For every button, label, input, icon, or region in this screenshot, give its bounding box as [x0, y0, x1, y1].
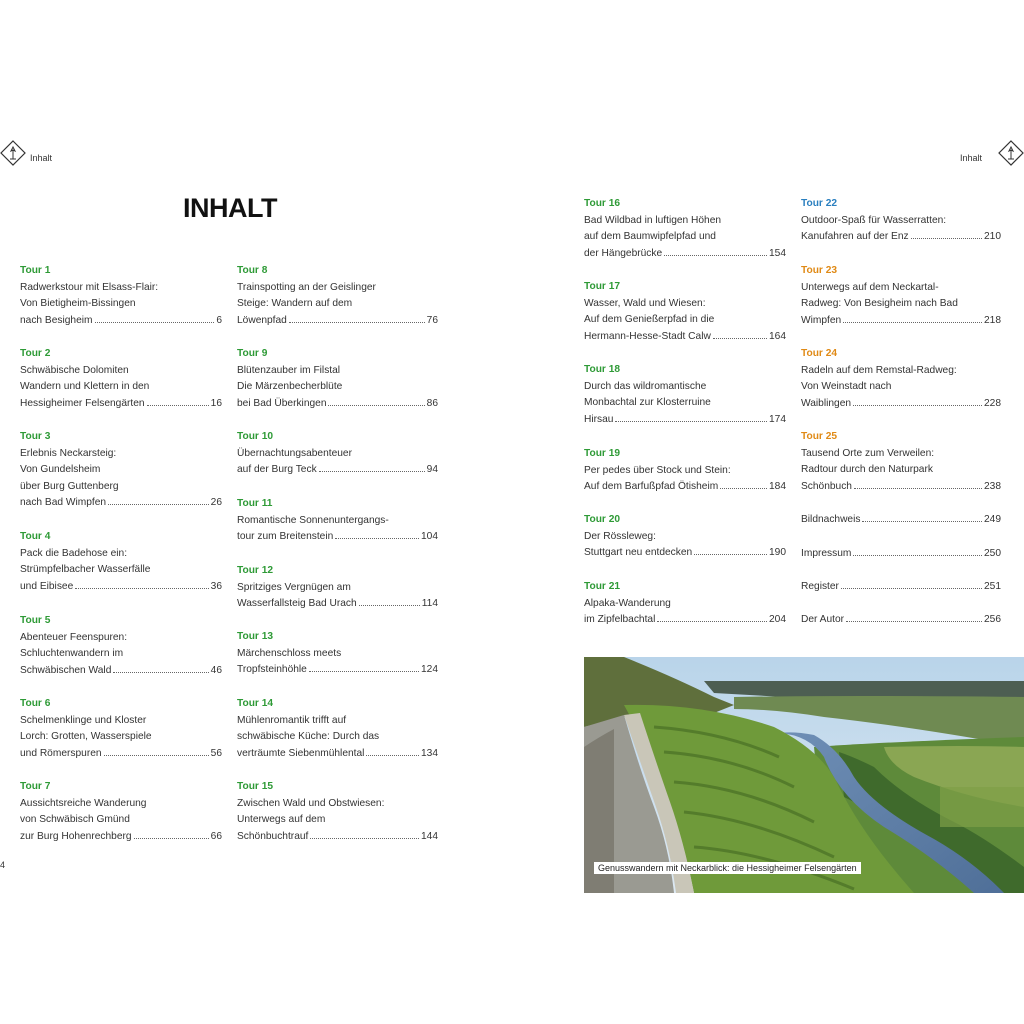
tour-title-line: Schelmenklinge und Kloster	[20, 714, 147, 726]
tour-title-line: Hermann-Hesse-Stadt Calw	[584, 330, 711, 342]
toc-entry[interactable]	[801, 346, 1001, 412]
tour-title-line: Übernachtungsabenteuer	[237, 447, 352, 459]
dot-leader	[854, 488, 982, 489]
toc-entry[interactable]	[801, 429, 1001, 495]
tour-title-line: Der Rössleweg:	[584, 530, 656, 542]
page-ref: 86	[426, 397, 438, 409]
tour-title-line: Bad Wildbad in luftigen Höhen	[584, 214, 722, 226]
page-ref: 256	[984, 614, 1001, 625]
tour-title-line: Radeln auf dem Remstal-Radweg:	[801, 364, 957, 376]
tour-title-line: schwäbische Küche: Durch das	[237, 731, 380, 743]
tour-title-line: Der Autor	[801, 614, 845, 625]
tour-title-line: Alpaka-Wanderung	[584, 597, 671, 609]
toc-entry[interactable]	[20, 263, 222, 329]
tour-title-line: Monbachtal zur Klosterruine	[584, 397, 711, 409]
tour-title-last-line	[20, 663, 222, 680]
tour-title-line: auf dem Baumwipfelpfad und	[584, 231, 716, 243]
toc-entry[interactable]	[20, 779, 222, 845]
tour-label: Tour 11	[237, 498, 273, 509]
tour-title-line: Unterwegs auf dem	[237, 814, 326, 826]
tour-title-line: Auf dem Genießerpfad in die	[584, 314, 715, 326]
tour-label: Tour 12	[237, 565, 274, 576]
running-header-right: Inhalt	[960, 153, 983, 163]
page-ref: 249	[984, 514, 1001, 525]
toc-entry[interactable]	[237, 429, 438, 479]
dot-leader	[720, 488, 767, 489]
dot-leader	[289, 322, 425, 323]
tour-label: Tour 2	[20, 348, 51, 359]
page-ref: 26	[210, 497, 222, 509]
toc-entry[interactable]	[801, 579, 1001, 596]
dot-leader	[657, 621, 767, 622]
tour-title-line: Spritziges Vergnügen am	[237, 581, 351, 593]
tour-title-last-line	[237, 313, 438, 330]
toc-entry[interactable]	[584, 279, 786, 345]
tour-title-line: nach Bad Wimpfen	[20, 497, 107, 509]
dot-leader	[846, 621, 982, 622]
page-ref: 56	[210, 747, 222, 759]
dot-leader	[104, 755, 209, 756]
tour-title-line: Unterwegs auf dem Neckartal-	[801, 281, 939, 293]
tour-title-line: Register	[801, 581, 839, 592]
page-ref: 238	[984, 480, 1001, 492]
tour-title-last-line	[801, 479, 1001, 496]
dot-leader	[862, 521, 982, 522]
toc-entry[interactable]	[584, 446, 786, 496]
tour-title-line: Romantische Sonnenuntergangs-	[237, 514, 389, 526]
tour-title-line: Impressum	[801, 548, 852, 559]
dot-leader	[911, 238, 982, 239]
tour-title-line: Lorch: Grotten, Wasserspiele	[20, 731, 152, 743]
dot-leader	[853, 405, 982, 406]
tour-title-line: Waiblingen	[801, 397, 852, 409]
tour-title-line: bei Bad Überkingen	[237, 397, 327, 409]
tour-title-line: Tausend Orte zum Verweilen:	[801, 447, 935, 459]
page-ref: 204	[769, 614, 786, 626]
toc-entry[interactable]	[237, 629, 438, 679]
tour-title-last-line	[801, 512, 1001, 529]
dot-leader	[75, 588, 208, 589]
tour-label: Tour 18	[584, 364, 621, 375]
tour-title-last-line	[20, 829, 222, 846]
tour-title-last-line	[20, 579, 222, 596]
page-ref: 94	[426, 464, 438, 476]
landscape-illustration	[584, 657, 1024, 893]
toc-entry[interactable]	[237, 696, 438, 762]
tour-title-line: Erlebnis Neckarsteig:	[20, 447, 117, 459]
toc-entry[interactable]	[20, 346, 222, 412]
running-header-left: Inhalt	[30, 153, 53, 163]
tour-title-line: Schönbuch	[801, 480, 852, 492]
tour-title-line: Steige: Wandern auf dem	[237, 298, 353, 310]
tour-title-line: nach Besigheim	[20, 314, 93, 326]
tour-title-line: Tropfsteinhöhle	[237, 664, 307, 676]
tour-title-last-line	[584, 412, 786, 429]
page-ref: 164	[769, 330, 786, 342]
page-ref: 114	[421, 598, 438, 610]
tour-title-line: über Burg Guttenberg	[20, 480, 119, 492]
dot-leader	[134, 838, 209, 839]
page-ref: 76	[426, 314, 438, 326]
tour-title-last-line	[801, 612, 1001, 629]
dot-leader	[310, 838, 419, 839]
tour-title-line: Radwerkstour mit Elsass-Flair:	[20, 281, 159, 293]
toc-entry[interactable]	[801, 546, 1001, 563]
dot-leader	[843, 322, 982, 323]
vineyard-river-photo	[584, 657, 1024, 893]
tour-title-line: Wandern und Klettern in den	[20, 381, 150, 393]
tour-title-line: verträumte Siebenmühlental	[237, 747, 365, 759]
page-ref: 250	[984, 548, 1001, 559]
tour-title-line: Wasserfallsteig Bad Urach	[237, 598, 357, 610]
tour-title-line: Zwischen Wald und Obstwiesen:	[237, 797, 385, 809]
tour-label: Tour 14	[237, 698, 274, 709]
tour-title-line: Von Bietigheim-Bissingen	[20, 298, 136, 310]
tour-label: Tour 24	[801, 348, 838, 359]
dot-leader	[113, 672, 208, 673]
toc-entry[interactable]	[237, 263, 438, 329]
toc-entry[interactable]	[584, 579, 786, 629]
tour-title-line: Hessigheimer Felsengärten	[20, 397, 145, 409]
toc-entry[interactable]	[237, 779, 438, 845]
tour-title-line: Schluchtenwandern im	[20, 648, 124, 660]
tour-title-line: im Zipfelbachtal	[584, 614, 656, 626]
tour-label: Tour 1	[20, 265, 51, 276]
tour-label: Tour 20	[584, 514, 621, 525]
dot-leader	[328, 405, 424, 406]
tour-title-line: Durch das wildromantische	[584, 380, 707, 392]
tour-label: Tour 19	[584, 448, 621, 459]
tour-title-line: Schönbuchtrauf	[237, 830, 309, 842]
tour-title-last-line	[20, 746, 222, 763]
toc-entry[interactable]	[584, 512, 786, 562]
dot-leader	[694, 554, 767, 555]
tour-title-line: Aussichtsreiche Wanderung	[20, 797, 147, 809]
tour-title-last-line	[584, 246, 786, 263]
tour-title-last-line	[237, 396, 438, 413]
tour-label: Tour 15	[237, 781, 274, 792]
dot-leader	[664, 255, 767, 256]
toc-entry[interactable]	[237, 496, 438, 546]
tour-title-line: Stuttgart neu entdecken	[584, 547, 693, 559]
tour-title-line: Per pedes über Stock und Stein:	[584, 464, 731, 476]
tour-label: Tour 22	[801, 198, 838, 209]
tour-title-line: Auf dem Barfußpfad Ötisheim	[584, 481, 719, 493]
tour-title-line: Hirsau	[584, 413, 614, 425]
page-ref: 184	[769, 481, 786, 493]
tour-title-line: Blütenzauber im Filstal	[237, 364, 341, 376]
toc-entry[interactable]	[237, 346, 438, 412]
page-ref: 218	[984, 314, 1001, 326]
page-number: 4	[0, 860, 6, 870]
tour-label: Tour 6	[20, 698, 51, 709]
page-ref: 124	[421, 664, 438, 676]
page-ref: 190	[769, 547, 786, 559]
toc-entry[interactable]	[584, 196, 786, 262]
tour-title-last-line	[237, 462, 438, 479]
tour-title-line: Von Gundelsheim	[20, 464, 101, 476]
tour-title-last-line	[801, 313, 1001, 330]
page-ref: 104	[421, 531, 438, 543]
tour-title-last-line	[237, 662, 438, 679]
toc-entry[interactable]	[20, 696, 222, 762]
tour-title-line: Löwenpfad	[237, 314, 287, 326]
tour-title-last-line	[237, 746, 438, 763]
tour-title-line: Wasser, Wald und Wiesen:	[584, 297, 706, 309]
tour-title-line: Märchenschloss meets	[237, 647, 342, 659]
tour-title-line: zur Burg Hohenrechberg	[20, 830, 132, 842]
tour-title-last-line	[584, 329, 786, 346]
tour-title-line: Von Weinstadt nach	[801, 381, 892, 393]
page-ref: 228	[984, 397, 1001, 409]
tour-book-icon	[0, 140, 26, 166]
page-ref: 66	[210, 830, 222, 842]
tour-book-icon	[998, 140, 1024, 166]
page-ref: 251	[984, 581, 1001, 592]
tour-label: Tour 25	[801, 431, 838, 442]
tour-label: Tour 16	[584, 198, 621, 209]
dot-leader	[359, 605, 420, 606]
dot-leader	[309, 671, 419, 672]
tour-title-last-line	[584, 545, 786, 562]
tour-title-last-line	[20, 495, 222, 512]
tour-title-line: Strümpfelbacher Wasserfälle	[20, 564, 151, 576]
tour-label: Tour 4	[20, 531, 51, 542]
dot-leader	[366, 755, 419, 756]
tour-label: Tour 3	[20, 431, 51, 442]
page-ref: 134	[421, 747, 438, 759]
tour-title-line: und Römerspuren	[20, 747, 102, 759]
dot-leader	[147, 405, 209, 406]
tour-title-line: auf der Burg Teck	[237, 464, 317, 476]
toc-entry[interactable]	[584, 362, 786, 428]
tour-title-last-line	[584, 479, 786, 496]
tour-label: Tour 17	[584, 281, 621, 292]
toc-entry[interactable]	[801, 512, 1001, 529]
tour-label: Tour 21	[584, 581, 621, 592]
tour-label: Tour 10	[237, 431, 274, 442]
tour-title-line: Die Märzenbecherblüte	[237, 381, 343, 393]
tour-title-line: tour zum Breitenstein	[237, 531, 334, 543]
page-title: INHALT	[183, 193, 277, 223]
tour-title-last-line	[20, 313, 222, 330]
tour-label: Tour 23	[801, 265, 838, 276]
page-ref: 6	[216, 314, 222, 326]
tour-title-line: Kanufahren auf der Enz	[801, 231, 909, 243]
page-ref: 36	[210, 580, 222, 592]
toc-entry[interactable]	[801, 263, 1001, 329]
dot-leader	[853, 555, 982, 556]
page-ref: 144	[421, 830, 438, 842]
page-ref: 154	[769, 247, 786, 259]
tour-title-last-line	[237, 529, 438, 546]
toc-entry[interactable]	[801, 612, 1001, 629]
dot-leader	[319, 471, 425, 472]
toc-entry[interactable]	[801, 196, 1001, 246]
tour-title-last-line	[801, 546, 1001, 563]
tour-title-last-line	[584, 612, 786, 629]
tour-title-last-line	[801, 396, 1001, 413]
tour-label: Tour 8	[237, 265, 268, 276]
dot-leader	[841, 588, 982, 589]
page-ref: 210	[984, 231, 1001, 243]
toc-entry[interactable]	[237, 563, 438, 613]
tour-title-line: Bildnachweis	[801, 514, 861, 525]
page-ref: 16	[210, 397, 222, 409]
tour-title-line: Schwäbischen Wald	[20, 664, 112, 676]
toc-entry[interactable]	[20, 429, 222, 512]
toc-entry[interactable]	[20, 529, 222, 595]
tour-label: Tour 13	[237, 631, 274, 642]
tour-title-line: Radtour durch den Naturpark	[801, 464, 933, 476]
page-ref: 174	[769, 413, 786, 425]
tour-title-line: Schwäbische Dolomiten	[20, 364, 129, 376]
tour-title-line: und Eibisee	[20, 580, 74, 592]
dot-leader	[95, 322, 215, 323]
tour-title-line: Pack die Badehose ein:	[20, 547, 128, 559]
tour-title-last-line	[20, 396, 222, 413]
tour-title-line: der Hängebrücke	[584, 247, 663, 259]
tour-title-last-line	[801, 579, 1001, 596]
tour-title-last-line	[237, 596, 438, 613]
page-ref: 46	[210, 664, 222, 676]
tour-title-line: Wimpfen	[801, 314, 842, 326]
tour-label: Tour 5	[20, 615, 51, 626]
tour-title-line: Trainspotting an der Geislinger	[237, 281, 376, 293]
dot-leader	[615, 421, 767, 422]
dot-leader	[108, 504, 209, 505]
toc-entry[interactable]	[20, 613, 222, 679]
tour-title-line: Outdoor-Spaß für Wasserratten:	[801, 214, 947, 226]
tour-title-last-line	[801, 229, 1001, 246]
tour-title-line: Radweg: Von Besigheim nach Bad	[801, 298, 958, 310]
tour-label: Tour 9	[237, 348, 268, 359]
tour-title-line: Mühlenromantik trifft auf	[237, 714, 347, 726]
dot-leader	[713, 338, 767, 339]
tour-title-last-line	[237, 829, 438, 846]
dot-leader	[335, 538, 419, 539]
tour-title-line: von Schwäbisch Gmünd	[20, 814, 130, 826]
tour-title-line: Abenteuer Feenspuren:	[20, 631, 128, 643]
photo-caption: Genusswandern mit Neckarblick: die Hessigheimer Felsengärten	[594, 862, 861, 874]
tour-label: Tour 7	[20, 781, 51, 792]
